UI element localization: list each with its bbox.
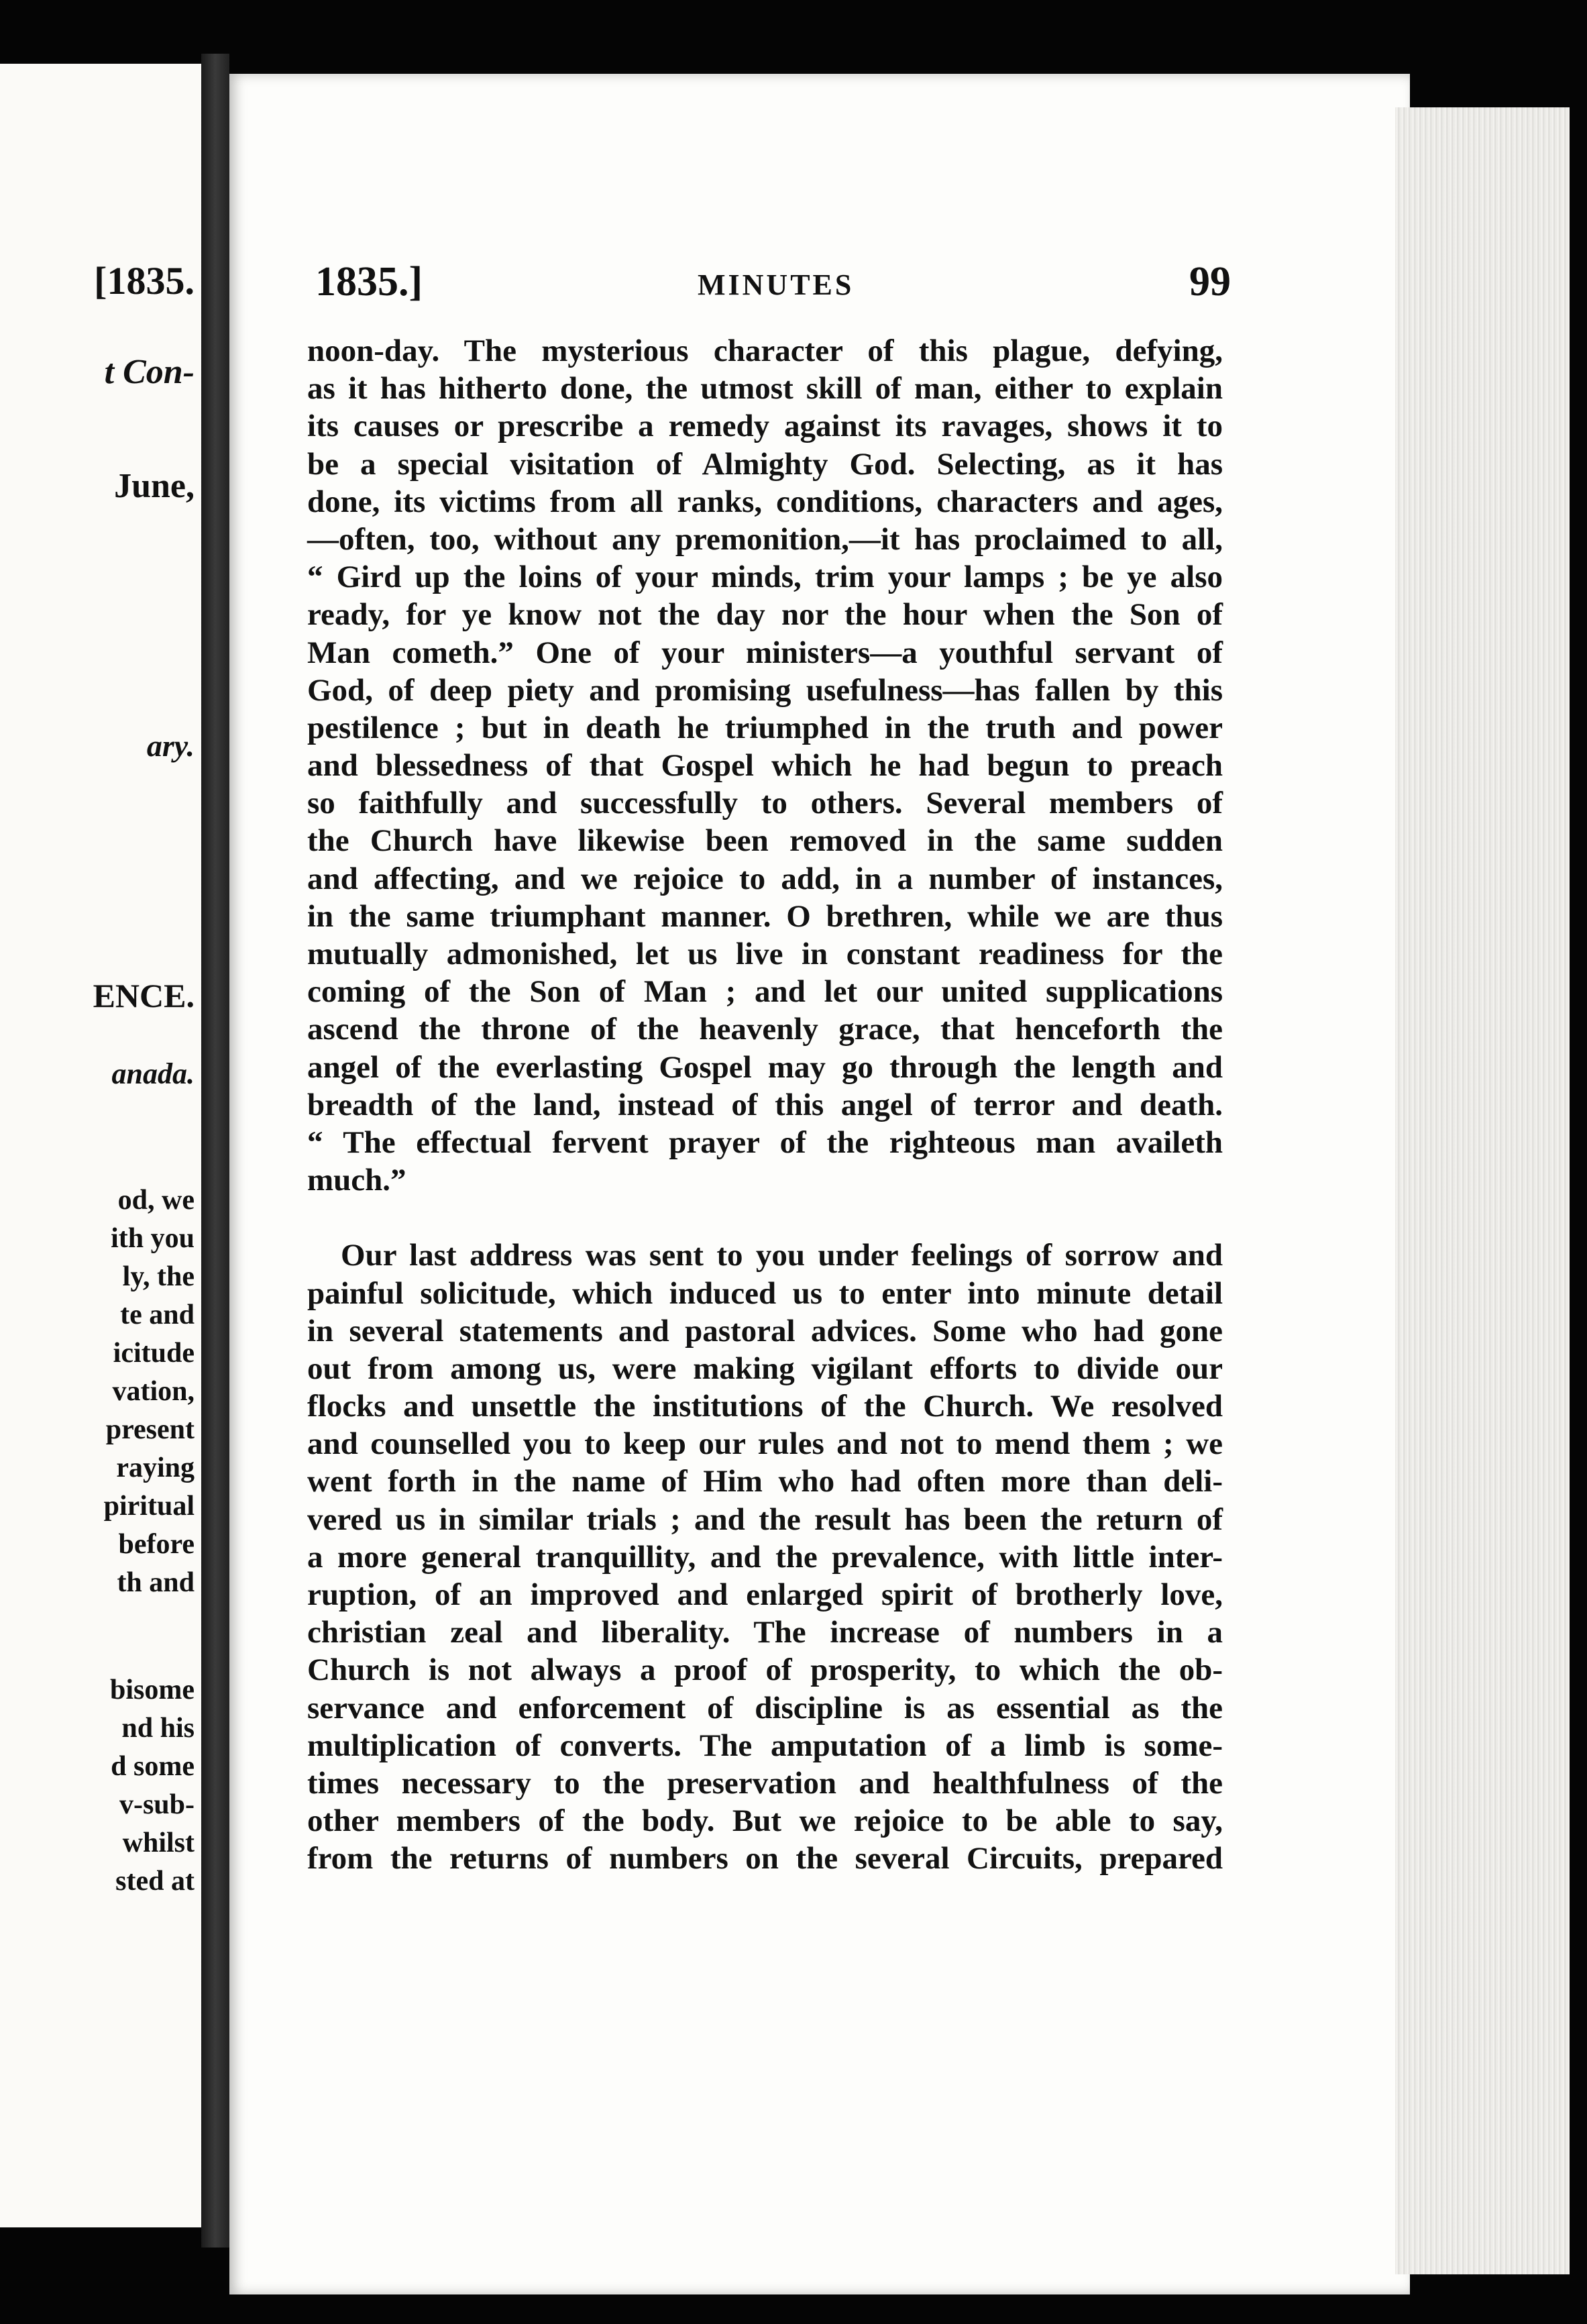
running-header [315, 258, 1231, 319]
left-fragment-line: bisome [110, 1675, 195, 1705]
left-fragment-line: te and [120, 1300, 195, 1330]
text-line: a more general tranquillity, and the prevalence, with little inter- [307, 1539, 1223, 1575]
header-year: 1835.] [315, 259, 423, 305]
text-line: other members of the body. But we rejoice to be able to say, [307, 1803, 1223, 1839]
text-line: and blessedness of that Gospel which he had begun to preach [307, 748, 1223, 784]
left-fragment-line: ENCE. [93, 977, 195, 1014]
left-fragment-line: sted at [115, 1866, 195, 1897]
text-line: breadth of the land, instead of this angel of terror and death. [307, 1087, 1223, 1122]
text-line: painful solicitude, which induced us to enter into minute detail [307, 1275, 1223, 1311]
left-fragment-line: June, [114, 467, 195, 505]
left-fragment-line: th and [117, 1567, 195, 1598]
text-line: christian zeal and liberality. The increase of numbers in a [307, 1615, 1223, 1650]
text-line: Church is not always a proof of prosperity, to which the ob- [307, 1652, 1223, 1688]
paragraph-gap [307, 1199, 1223, 1236]
text-line: “ The effectual fervent prayer of the righteous man availeth [307, 1124, 1223, 1160]
text-line: and affecting, and we rejoice to add, in a number of instances, [307, 861, 1223, 896]
left-fragment-line: before [118, 1529, 195, 1560]
text-line: in several statements and pastoral advices. Some who had gone [307, 1313, 1223, 1349]
paragraph-1 [307, 332, 1223, 1199]
text-line: its causes or prescribe a remedy against its ravages, shows it to [307, 409, 1223, 444]
left-fragment-line: raying [116, 1452, 195, 1483]
text-line: Man cometh.” One of your ministers—a youthful servant of [307, 635, 1223, 670]
left-fragment-line: icitude [113, 1338, 195, 1369]
text-line: Our last address was sent to you under feelings of sorrow and [341, 1238, 1223, 1273]
text-line: as it has hitherto done, the utmost skill of man, either to explain [307, 371, 1223, 407]
text-line: done, its victims from all ranks, conditions, characters and ages, [307, 484, 1223, 519]
text-line: mutually admonished, let us live in constant readiness for the [307, 937, 1223, 971]
paragraph-2 [307, 1236, 1223, 1877]
book-gutter [201, 54, 229, 2248]
page-number: 99 [1189, 259, 1231, 305]
body-text [307, 332, 1223, 1878]
left-fragment-line: d some [111, 1751, 195, 1782]
text-line: the Church have likewise been removed in the same sudden [307, 823, 1223, 859]
left-fragment-line: whilst [122, 1828, 195, 1858]
header-title: MINUTES [698, 268, 855, 301]
text-line: flocks and unsettle the institutions of the Church. We resolved [307, 1389, 1223, 1424]
text-line: —often, too, without any premonition,—it has proclaimed to all, [307, 521, 1223, 557]
text-line: in the same triumphant manner. O brethren, while we are thus [307, 898, 1223, 934]
text-line: so faithfully and successfully to others. Several members of [307, 786, 1223, 821]
left-page-fragment [0, 64, 201, 2227]
text-line: and counselled you to keep our rules and not to mend them ; we [307, 1426, 1223, 1462]
text-line: servance and enforcement of discipline is as essential as the [307, 1690, 1223, 1726]
left-fragment-line: t Con- [104, 353, 195, 391]
text-line: God, of deep piety and promising usefulness—has fallen by this [307, 672, 1223, 708]
left-fragment-line: ith you [111, 1223, 195, 1254]
text-line: ascend the throne of the heavenly grace, that henceforth the [307, 1012, 1223, 1047]
text-line: angel of the everlasting Gospel may go through the length and [307, 1049, 1223, 1085]
left-fragment-line: v-sub- [119, 1789, 195, 1820]
text-line: from the returns of numbers on the several Circuits, prepared [307, 1841, 1223, 1877]
page-edges [1395, 107, 1570, 2274]
left-fragment-header: [1835. [94, 259, 195, 303]
left-fragment-line: nd his [121, 1713, 195, 1744]
left-fragment-line: present [105, 1414, 195, 1445]
text-line: noon-day. The mysterious character of this plague, defying, [307, 333, 1223, 368]
text-line: much.” [307, 1163, 406, 1198]
left-fragment-line: ary. [146, 729, 195, 763]
left-fragment-line: piritual [103, 1491, 195, 1522]
left-fragment-line: anada. [111, 1057, 195, 1090]
text-line: pestilence ; but in death he triumphed in the truth and power [307, 710, 1223, 745]
left-fragment-line: vation, [112, 1376, 195, 1407]
text-line: multiplication of converts. The amputation of a limb is some- [307, 1728, 1223, 1763]
left-fragment-line: ly, the [122, 1261, 195, 1292]
text-line: times necessary to the preservation and healthfulness of the [307, 1765, 1223, 1801]
text-line: vered us in similar trials ; and the result has been the return of [307, 1501, 1223, 1537]
text-line: went forth in the name of Him who had often more than deli- [307, 1464, 1223, 1499]
left-fragment-line: od, we [117, 1185, 195, 1216]
text-line: out from among us, were making vigilant efforts to divide our [307, 1351, 1223, 1386]
text-line: ready, for ye know not the day nor the hour when the Son of [307, 597, 1223, 633]
text-line: “ Gird up the loins of your minds, trim your lamps ; be ye also [307, 560, 1223, 595]
text-line: coming of the Son of Man ; and let our united supplications [307, 974, 1223, 1010]
text-line: be a special visitation of Almighty God. Selecting, as it has [307, 446, 1223, 482]
text-line: ruption, of an improved and enlarged spirit of brotherly love, [307, 1577, 1223, 1612]
